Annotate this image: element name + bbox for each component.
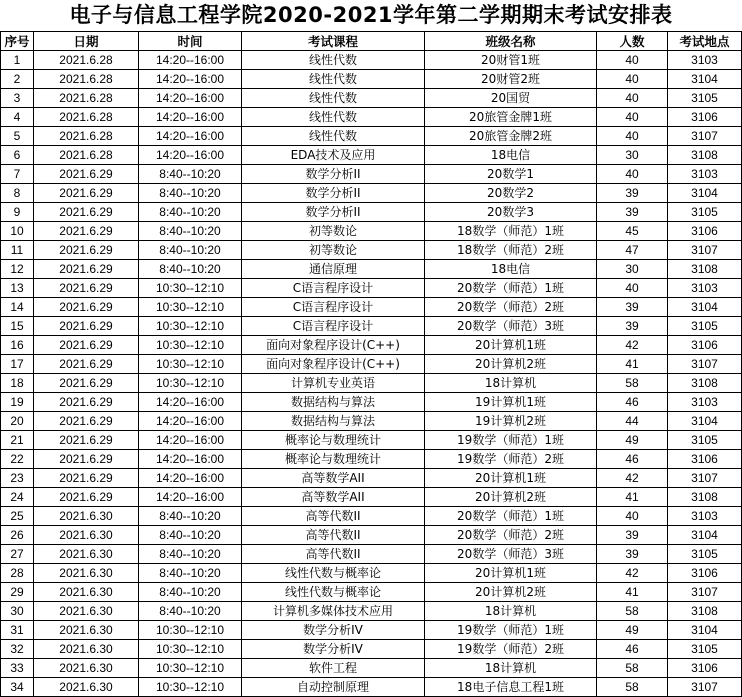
cell-room: 3103 [668, 507, 742, 526]
cell-date: 2021.6.28 [34, 146, 139, 165]
cell-course: 数据结构与算法 [242, 412, 425, 431]
table-row [1, 507, 742, 526]
cell-no: 14 [1, 298, 34, 317]
cell-class: 20国贸 [425, 89, 597, 108]
table-row [1, 412, 742, 431]
cell-class: 20数学2 [425, 184, 597, 203]
cell-date: 2021.6.28 [34, 127, 139, 146]
cell-time: 10:30--12:10 [139, 640, 242, 659]
cell-room: 3107 [668, 469, 742, 488]
cell-class: 20计算机2班 [425, 488, 597, 507]
cell-date: 2021.6.29 [34, 374, 139, 393]
cell-no: 21 [1, 431, 34, 450]
cell-course: 概率论与数理统计 [242, 431, 425, 450]
cell-no: 5 [1, 127, 34, 146]
cell-date: 2021.6.30 [34, 602, 139, 621]
cell-class: 19数学（师范）1班 [425, 621, 597, 640]
cell-course: C语言程序设计 [242, 317, 425, 336]
cell-date: 2021.6.30 [34, 640, 139, 659]
cell-course: 高等数学AII [242, 488, 425, 507]
cell-time: 14:20--16:00 [139, 146, 242, 165]
cell-time: 14:20--16:00 [139, 450, 242, 469]
cell-count: 47 [597, 241, 668, 260]
table-row [1, 583, 742, 602]
cell-course: 线性代数 [242, 89, 425, 108]
cell-count: 49 [597, 621, 668, 640]
table-row [1, 659, 742, 678]
cell-date: 2021.6.29 [34, 488, 139, 507]
cell-count: 44 [597, 412, 668, 431]
cell-date: 2021.6.30 [34, 583, 139, 602]
cell-date: 2021.6.29 [34, 279, 139, 298]
header-class: 班级名称 [425, 32, 597, 51]
cell-count: 58 [597, 678, 668, 697]
cell-time: 8:40--10:20 [139, 583, 242, 602]
cell-course: 数学分析IV [242, 621, 425, 640]
cell-no: 18 [1, 374, 34, 393]
cell-count: 40 [597, 70, 668, 89]
table-row [1, 564, 742, 583]
cell-course: 初等数论 [242, 241, 425, 260]
cell-room: 3107 [668, 583, 742, 602]
cell-time: 14:20--16:00 [139, 393, 242, 412]
cell-time: 10:30--12:10 [139, 317, 242, 336]
cell-date: 2021.6.30 [34, 545, 139, 564]
table-row [1, 393, 742, 412]
cell-room: 3106 [668, 336, 742, 355]
table-row [1, 317, 742, 336]
cell-count: 40 [597, 108, 668, 127]
cell-time: 8:40--10:20 [139, 602, 242, 621]
cell-count: 58 [597, 374, 668, 393]
cell-time: 8:40--10:20 [139, 507, 242, 526]
cell-class: 20旅管金牌2班 [425, 127, 597, 146]
cell-no: 33 [1, 659, 34, 678]
cell-count: 58 [597, 659, 668, 678]
cell-course: 数据结构与算法 [242, 393, 425, 412]
cell-room: 3105 [668, 545, 742, 564]
cell-time: 10:30--12:10 [139, 659, 242, 678]
cell-course: 高等代数II [242, 507, 425, 526]
table-row [1, 127, 742, 146]
cell-count: 39 [597, 298, 668, 317]
table-row [1, 374, 742, 393]
cell-course: 通信原理 [242, 260, 425, 279]
cell-date: 2021.6.28 [34, 51, 139, 70]
table-row [1, 469, 742, 488]
cell-no: 29 [1, 583, 34, 602]
cell-course: 数学分析IV [242, 640, 425, 659]
cell-no: 25 [1, 507, 34, 526]
cell-count: 58 [597, 602, 668, 621]
cell-no: 19 [1, 393, 34, 412]
cell-count: 46 [597, 450, 668, 469]
cell-class: 20数学（师范）2班 [425, 298, 597, 317]
cell-date: 2021.6.29 [34, 203, 139, 222]
cell-no: 4 [1, 108, 34, 127]
cell-date: 2021.6.30 [34, 678, 139, 697]
cell-no: 26 [1, 526, 34, 545]
cell-count: 40 [597, 127, 668, 146]
cell-count: 46 [597, 393, 668, 412]
cell-room: 3106 [668, 564, 742, 583]
cell-class: 20计算机2班 [425, 355, 597, 374]
cell-no: 7 [1, 165, 34, 184]
cell-count: 41 [597, 355, 668, 374]
cell-room: 3106 [668, 222, 742, 241]
cell-room: 3104 [668, 526, 742, 545]
cell-date: 2021.6.28 [34, 108, 139, 127]
cell-class: 20计算机1班 [425, 336, 597, 355]
cell-count: 39 [597, 317, 668, 336]
cell-time: 14:20--16:00 [139, 89, 242, 108]
cell-time: 14:20--16:00 [139, 70, 242, 89]
cell-class: 18计算机 [425, 602, 597, 621]
table-row [1, 355, 742, 374]
cell-course: 数学分析II [242, 184, 425, 203]
table-row [1, 621, 742, 640]
cell-no: 32 [1, 640, 34, 659]
cell-date: 2021.6.30 [34, 564, 139, 583]
table-row [1, 70, 742, 89]
cell-time: 10:30--12:10 [139, 374, 242, 393]
cell-date: 2021.6.29 [34, 317, 139, 336]
cell-time: 8:40--10:20 [139, 564, 242, 583]
cell-time: 14:20--16:00 [139, 431, 242, 450]
cell-room: 3105 [668, 203, 742, 222]
cell-room: 3106 [668, 108, 742, 127]
cell-count: 41 [597, 488, 668, 507]
cell-class: 20数学（师范）1班 [425, 279, 597, 298]
cell-room: 3104 [668, 184, 742, 203]
cell-room: 3107 [668, 127, 742, 146]
cell-room: 3105 [668, 431, 742, 450]
cell-time: 14:20--16:00 [139, 51, 242, 70]
cell-room: 3108 [668, 602, 742, 621]
cell-course: 面向对象程序设计(C++) [242, 355, 425, 374]
cell-no: 12 [1, 260, 34, 279]
cell-class: 18电信 [425, 146, 597, 165]
table-row [1, 602, 742, 621]
cell-course: 线性代数与概率论 [242, 564, 425, 583]
cell-class: 20数学（师范）2班 [425, 526, 597, 545]
cell-course: 自动控制原理 [242, 678, 425, 697]
cell-course: 面向对象程序设计(C++) [242, 336, 425, 355]
cell-no: 24 [1, 488, 34, 507]
cell-room: 3104 [668, 70, 742, 89]
cell-room: 3107 [668, 355, 742, 374]
cell-date: 2021.6.30 [34, 659, 139, 678]
cell-room: 3103 [668, 279, 742, 298]
cell-class: 20数学（师范）3班 [425, 545, 597, 564]
cell-room: 3105 [668, 317, 742, 336]
cell-course: C语言程序设计 [242, 298, 425, 317]
cell-count: 49 [597, 431, 668, 450]
cell-room: 3103 [668, 51, 742, 70]
cell-no: 34 [1, 678, 34, 697]
cell-count: 40 [597, 51, 668, 70]
cell-course: C语言程序设计 [242, 279, 425, 298]
cell-class: 18电信 [425, 260, 597, 279]
cell-class: 20旅管金牌1班 [425, 108, 597, 127]
cell-count: 39 [597, 184, 668, 203]
cell-no: 2 [1, 70, 34, 89]
cell-room: 3105 [668, 89, 742, 108]
cell-no: 11 [1, 241, 34, 260]
table-row [1, 450, 742, 469]
table-row [1, 89, 742, 108]
cell-room: 3106 [668, 659, 742, 678]
cell-course: 高等数学AII [242, 469, 425, 488]
cell-no: 31 [1, 621, 34, 640]
cell-class: 19数学（师范）2班 [425, 450, 597, 469]
cell-class: 20财管1班 [425, 51, 597, 70]
cell-class: 19计算机1班 [425, 393, 597, 412]
cell-no: 8 [1, 184, 34, 203]
exam-schedule-table [0, 31, 742, 697]
cell-no: 28 [1, 564, 34, 583]
cell-count: 45 [597, 222, 668, 241]
table-row [1, 526, 742, 545]
cell-course: EDA技术及应用 [242, 146, 425, 165]
cell-no: 22 [1, 450, 34, 469]
table-row [1, 222, 742, 241]
cell-class: 20数学3 [425, 203, 597, 222]
cell-count: 30 [597, 146, 668, 165]
cell-date: 2021.6.29 [34, 431, 139, 450]
cell-time: 14:20--16:00 [139, 412, 242, 431]
cell-time: 10:30--12:10 [139, 678, 242, 697]
cell-time: 14:20--16:00 [139, 108, 242, 127]
cell-date: 2021.6.29 [34, 469, 139, 488]
cell-no: 17 [1, 355, 34, 374]
cell-time: 8:40--10:20 [139, 526, 242, 545]
cell-date: 2021.6.28 [34, 89, 139, 108]
cell-room: 3105 [668, 640, 742, 659]
cell-time: 10:30--12:10 [139, 355, 242, 374]
cell-class: 19数学（师范）2班 [425, 640, 597, 659]
cell-course: 计算机专业英语 [242, 374, 425, 393]
cell-date: 2021.6.29 [34, 260, 139, 279]
table-row [1, 146, 742, 165]
cell-no: 3 [1, 89, 34, 108]
cell-count: 42 [597, 564, 668, 583]
cell-time: 8:40--10:20 [139, 184, 242, 203]
cell-no: 30 [1, 602, 34, 621]
cell-time: 10:30--12:10 [139, 279, 242, 298]
table-row [1, 431, 742, 450]
table-row [1, 203, 742, 222]
header-date: 日期 [34, 32, 139, 51]
table-row [1, 488, 742, 507]
cell-class: 18计算机 [425, 374, 597, 393]
cell-class: 20计算机2班 [425, 583, 597, 602]
cell-time: 8:40--10:20 [139, 241, 242, 260]
cell-no: 27 [1, 545, 34, 564]
table-header-row [1, 32, 742, 51]
cell-course: 线性代数 [242, 51, 425, 70]
cell-date: 2021.6.29 [34, 412, 139, 431]
header-time: 时间 [139, 32, 242, 51]
cell-date: 2021.6.30 [34, 507, 139, 526]
cell-class: 20财管2班 [425, 70, 597, 89]
cell-count: 39 [597, 203, 668, 222]
cell-count: 40 [597, 279, 668, 298]
cell-room: 3106 [668, 450, 742, 469]
table-row [1, 108, 742, 127]
header-room: 考试地点 [668, 32, 742, 51]
cell-class: 18数学（师范）1班 [425, 222, 597, 241]
cell-count: 40 [597, 507, 668, 526]
page-title: 电子与信息工程学院2020-2021学年第二学期期末考试安排表 [69, 3, 673, 27]
cell-time: 8:40--10:20 [139, 203, 242, 222]
cell-time: 14:20--16:00 [139, 469, 242, 488]
cell-time: 8:40--10:20 [139, 165, 242, 184]
cell-class: 18数学（师范）2班 [425, 241, 597, 260]
cell-date: 2021.6.29 [34, 165, 139, 184]
cell-course: 线性代数 [242, 70, 425, 89]
cell-course: 线性代数与概率论 [242, 583, 425, 602]
cell-count: 41 [597, 583, 668, 602]
cell-time: 10:30--12:10 [139, 336, 242, 355]
cell-course: 数学分析II [242, 165, 425, 184]
cell-no: 10 [1, 222, 34, 241]
cell-no: 13 [1, 279, 34, 298]
cell-course: 高等代数II [242, 545, 425, 564]
table-row [1, 241, 742, 260]
cell-date: 2021.6.29 [34, 355, 139, 374]
cell-room: 3107 [668, 678, 742, 697]
table-row [1, 678, 742, 697]
cell-date: 2021.6.29 [34, 222, 139, 241]
cell-count: 39 [597, 545, 668, 564]
cell-date: 2021.6.29 [34, 298, 139, 317]
cell-time: 14:20--16:00 [139, 127, 242, 146]
cell-no: 16 [1, 336, 34, 355]
cell-class: 19计算机2班 [425, 412, 597, 431]
cell-time: 10:30--12:10 [139, 298, 242, 317]
cell-count: 40 [597, 165, 668, 184]
cell-count: 39 [597, 526, 668, 545]
cell-course: 高等代数II [242, 526, 425, 545]
cell-course: 计算机多媒体技术应用 [242, 602, 425, 621]
cell-class: 20计算机1班 [425, 564, 597, 583]
cell-no: 9 [1, 203, 34, 222]
cell-class: 20数学（师范）1班 [425, 507, 597, 526]
cell-count: 30 [597, 260, 668, 279]
cell-date: 2021.6.29 [34, 241, 139, 260]
cell-date: 2021.6.29 [34, 184, 139, 203]
cell-class: 20数学（师范）3班 [425, 317, 597, 336]
cell-date: 2021.6.28 [34, 70, 139, 89]
cell-course: 线性代数 [242, 108, 425, 127]
cell-course: 软件工程 [242, 659, 425, 678]
table-row [1, 279, 742, 298]
cell-count: 40 [597, 89, 668, 108]
cell-time: 10:30--12:10 [139, 621, 242, 640]
header-no: 序号 [1, 32, 34, 51]
cell-room: 3108 [668, 260, 742, 279]
cell-date: 2021.6.30 [34, 621, 139, 640]
cell-class: 18计算机 [425, 659, 597, 678]
cell-room: 3104 [668, 621, 742, 640]
cell-count: 46 [597, 640, 668, 659]
cell-date: 2021.6.30 [34, 526, 139, 545]
header-count: 人数 [597, 32, 668, 51]
cell-no: 1 [1, 51, 34, 70]
table-row [1, 336, 742, 355]
cell-room: 3107 [668, 241, 742, 260]
table-row [1, 165, 742, 184]
header-course: 考试课程 [242, 32, 425, 51]
table-row [1, 640, 742, 659]
cell-course: 初等数论 [242, 222, 425, 241]
table-row [1, 545, 742, 564]
cell-count: 42 [597, 336, 668, 355]
cell-room: 3104 [668, 298, 742, 317]
cell-time: 14:20--16:00 [139, 488, 242, 507]
cell-time: 8:40--10:20 [139, 222, 242, 241]
table-row [1, 298, 742, 317]
cell-class: 20计算机1班 [425, 469, 597, 488]
cell-class: 20数学1 [425, 165, 597, 184]
cell-time: 8:40--10:20 [139, 260, 242, 279]
cell-room: 3108 [668, 374, 742, 393]
cell-room: 3103 [668, 165, 742, 184]
cell-no: 23 [1, 469, 34, 488]
cell-time: 8:40--10:20 [139, 545, 242, 564]
cell-no: 15 [1, 317, 34, 336]
cell-course: 数学分析II [242, 203, 425, 222]
cell-room: 3108 [668, 146, 742, 165]
cell-course: 线性代数 [242, 127, 425, 146]
cell-room: 3108 [668, 488, 742, 507]
cell-date: 2021.6.29 [34, 393, 139, 412]
cell-count: 42 [597, 469, 668, 488]
table-row [1, 51, 742, 70]
cell-no: 20 [1, 412, 34, 431]
table-row [1, 260, 742, 279]
cell-no: 6 [1, 146, 34, 165]
cell-date: 2021.6.29 [34, 450, 139, 469]
cell-date: 2021.6.29 [34, 336, 139, 355]
cell-class: 18电子信息工程1班 [425, 678, 597, 697]
cell-room: 3103 [668, 393, 742, 412]
cell-course: 概率论与数理统计 [242, 450, 425, 469]
cell-class: 19数学（师范）1班 [425, 431, 597, 450]
cell-room: 3104 [668, 412, 742, 431]
table-row [1, 184, 742, 203]
